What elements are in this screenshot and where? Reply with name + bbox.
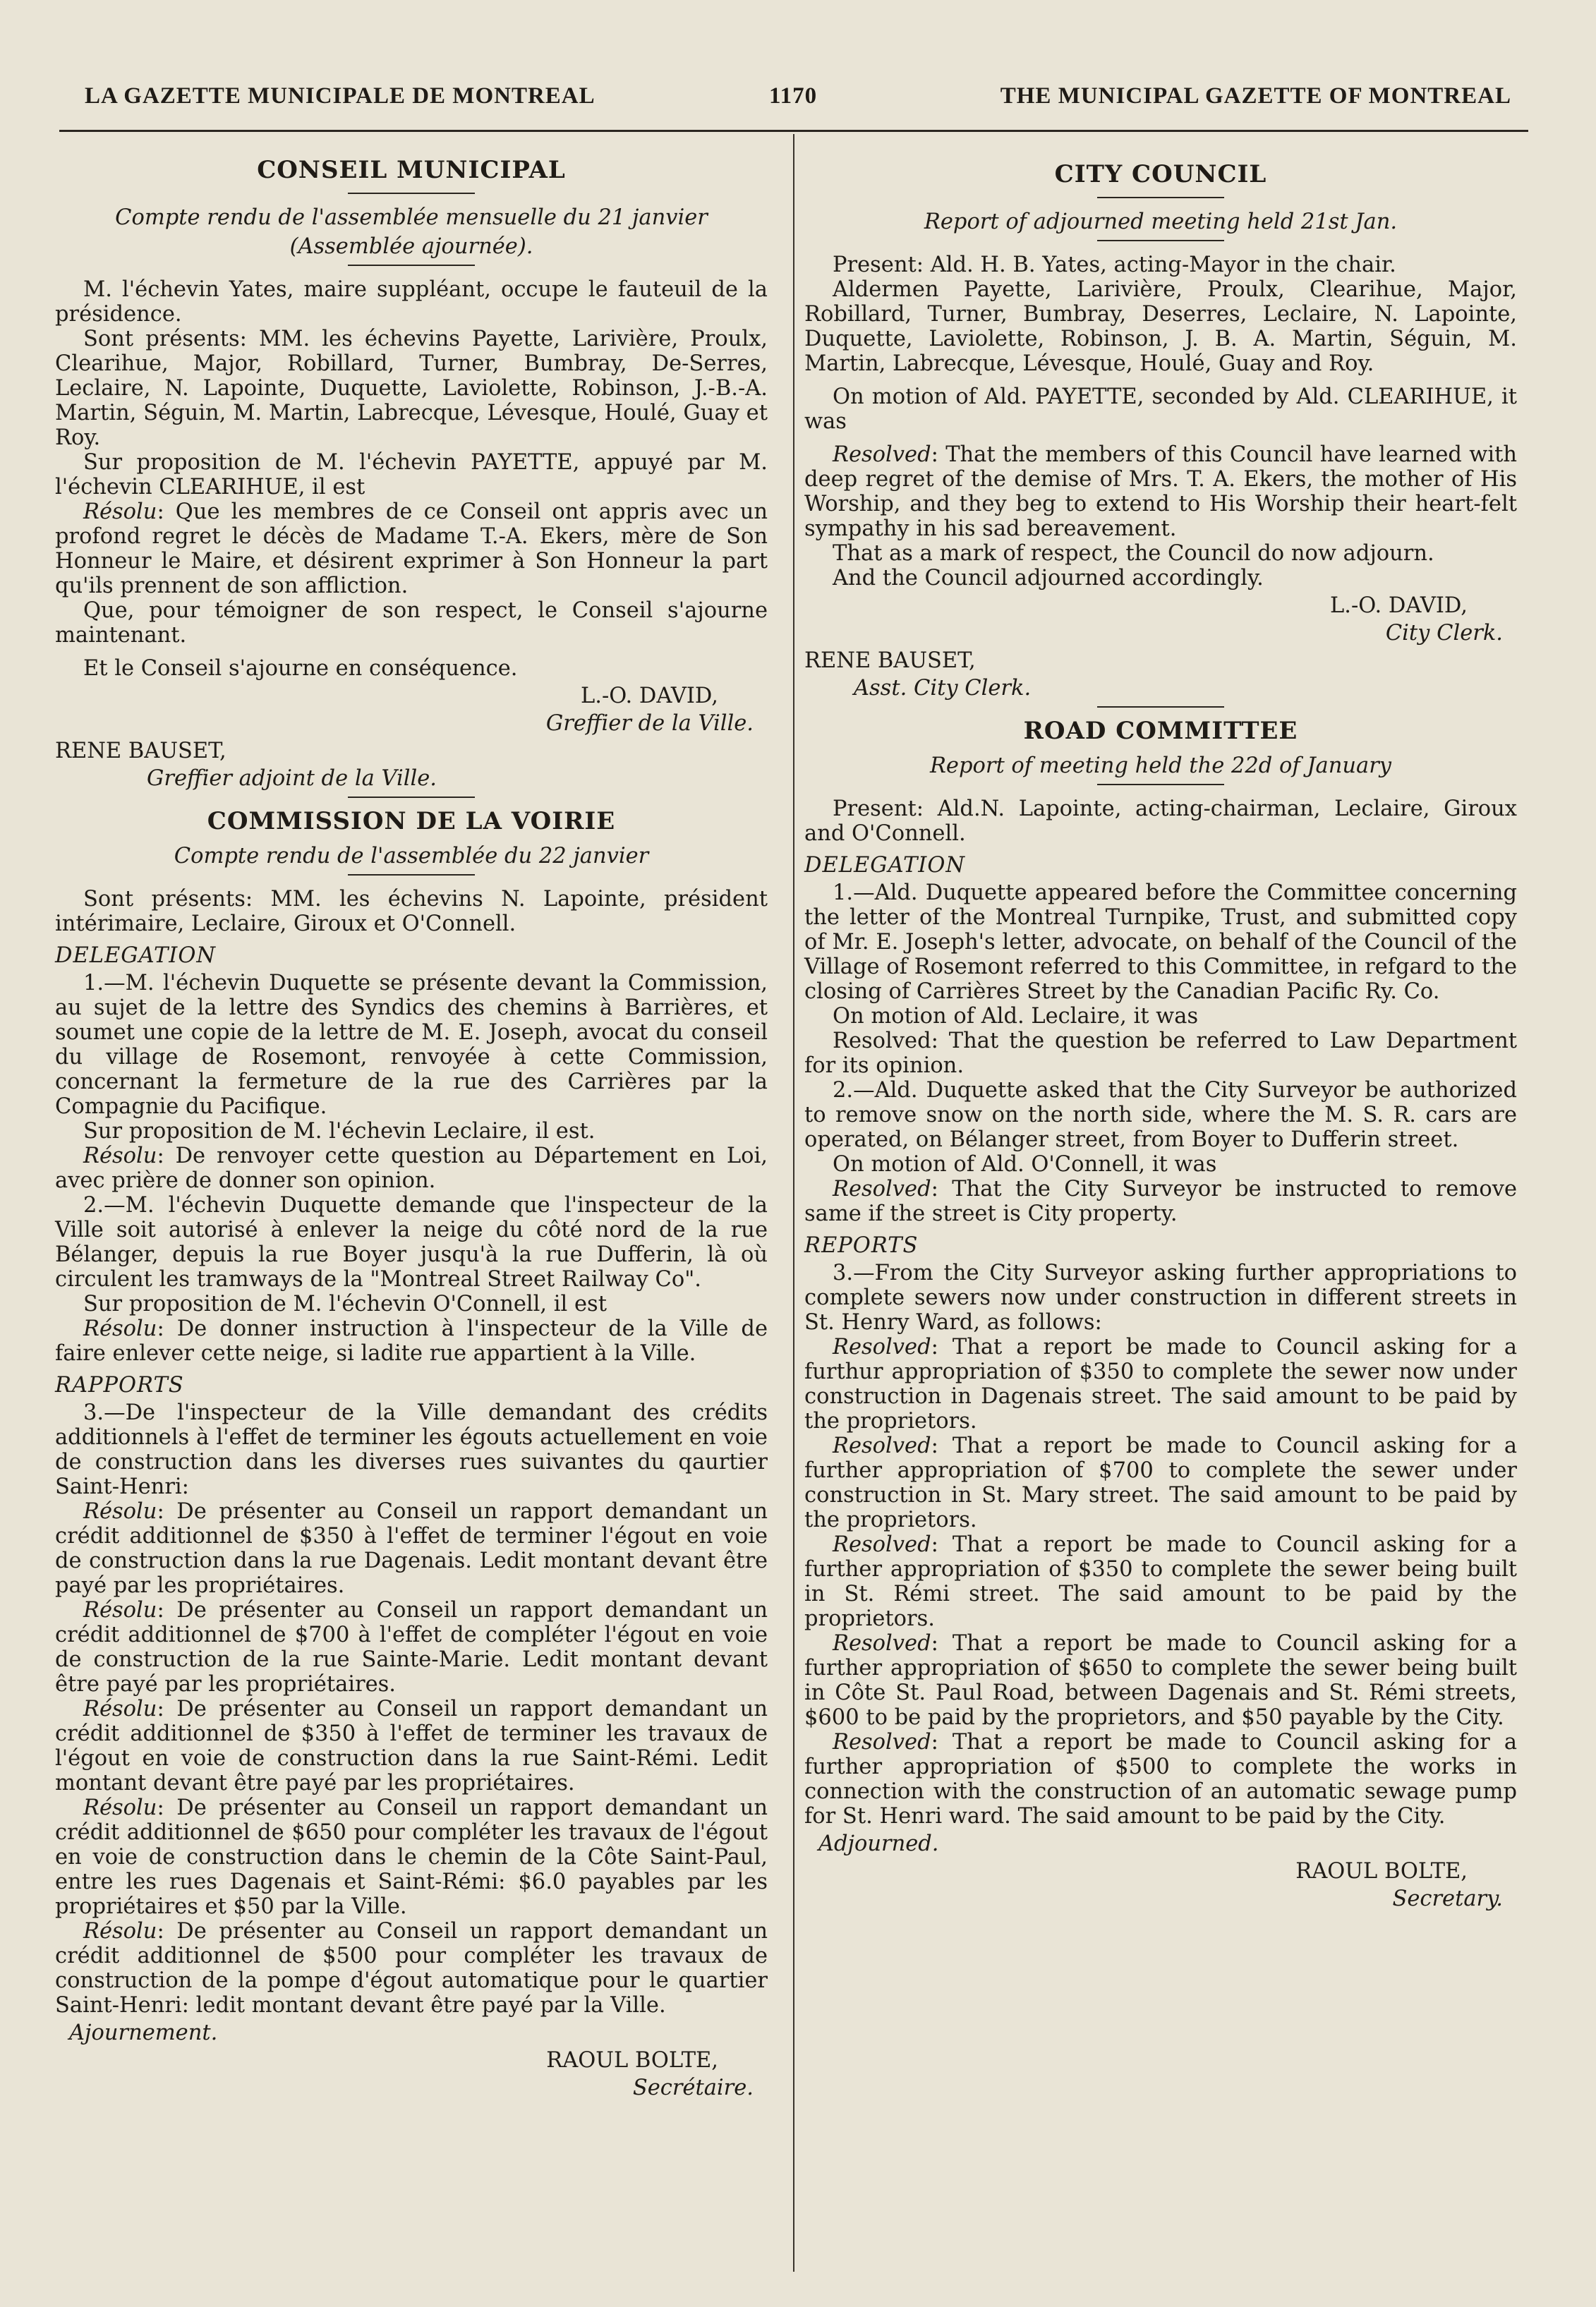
section-label: DELEGATION [804, 853, 966, 878]
rule [348, 265, 475, 266]
rule [348, 797, 475, 798]
paragraph: Résolu: De présenter au Conseil un rapport demandant un crédit additionnel de $350 à l'effet de terminer l'égout en voie de construction dans la rue Dagenais. Ledit montant devant être payé par les propriétaires. [55, 1499, 768, 1598]
section-label: REPORTS [804, 1233, 919, 1258]
paragraph: Résolu: De présenter au Conseil un rapport demandant un crédit additionnel de $500 pour compléter les travaux de construction de la pompe d'égout automatique pour le quartier Saint-Henri: ledit montant devant être payé par la Ville. [55, 1919, 768, 2018]
section-label: RAPPORTS [55, 1373, 184, 1398]
paragraph: Résolu: Que les membres de ce Conseil ont appris avec un profond regret le décès de Madame T.-A. Ekers, mère de Son Honneur le Maire, et désirent exprimer à Son Honneur la part qu'ils prennent de son affliction. [55, 499, 768, 598]
signature-title: Secretary. [1392, 1887, 1503, 1911]
paragraph: Sur proposition de M. l'échevin PAYETTE, appuyé par M. l'échevin CLEARIHUE, il est [55, 450, 768, 499]
rule [1097, 784, 1224, 785]
paragraph: 3.—De l'inspecteur de la Ville demandant des crédits additionnels à l'effet de terminer les égouts actuellement en voie de construction dans les diverses rues suivantes du qaurtier Saint-Henri: [55, 1400, 768, 1499]
adjournment: Ajournement. [69, 2021, 218, 2045]
paragraph: On motion of Ald. Leclaire, it was [833, 1004, 1199, 1029]
paragraph: Present: Ald. H. B. Yates, acting-Mayor in the chair. [833, 253, 1396, 277]
paragraph: Resolved: That a report be made to Council asking for a further appropriation of $650 to complete the sewer being built in Côte St. Paul Road, between Dagenais and St. Rémi streets, $600 to be paid by the proprietors, and $50 payable by the City. [804, 1631, 1517, 1730]
rule [1097, 706, 1224, 708]
paragraph: And the Council adjourned accordingly. [833, 566, 1264, 591]
paragraph: Resolved: That the members of this Council have learned with deep regret of the demise of Mrs. T. A. Ekers, the mother of His Worship, and they beg to extend to His Worship their heart-felt sympathy in his sad bereavement. [804, 442, 1517, 541]
column-divider [793, 134, 794, 2272]
paragraph: Résolu: De présenter au Conseil un rapport demandant un crédit additionnel de $650 pour compléter les travaux de l'égout en voie de construction dans le chemin de la Côte Saint-Paul, entre les rues Dagenais et Saint-Rémi: $6.0 payables par les propriétaires et $50 par la Ville. [55, 1796, 768, 1919]
signature-name: RENE BAUSET, [55, 739, 226, 763]
signature-title: Greffier adjoint de la Ville. [147, 766, 437, 791]
paragraph: Résolu: De présenter au Conseil un rapport demandant un crédit additionnel de $350 à l'effet de terminer les travaux de l'égout en voie de construction dans la rue Saint-Rémi. Ledit montant devant être payé par les propriétaires. [55, 1697, 768, 1796]
signature-title: Asst. City Clerk. [854, 676, 1032, 701]
signature-title: Greffier de la Ville. [545, 711, 754, 736]
paragraph: Sont présents: MM. les échevins N. Lapointe, président intérimaire, Leclaire, Giroux et O'Connell. [55, 887, 768, 936]
council-heading: CONSEIL MUNICIPAL [257, 156, 566, 184]
french-column [55, 148, 768, 2100]
paragraph: 1.—Ald. Duquette appeared before the Committee concerning the letter of the Montreal Turnpike, Trust, and submitted copy of Mr. E. Joseph's letter, advocate, on behalf of the Council of the Village of Rosemont referred to this Committee, in refgard to the closing of Carrières Street by the Canadian Pacific Ry. Co. [804, 880, 1517, 1004]
paragraph: Resolved: That the City Surveyor be instructed to remove same if the street is City property. [804, 1177, 1517, 1226]
paragraph: 3.—From the City Surveyor asking further appropriations to complete sewers now under construction in different streets in St. Henry Ward, as follows: [804, 1261, 1517, 1335]
paragraph: Résolu: De renvoyer cette question au Département en Loi, avec prière de donner son opinion. [55, 1144, 768, 1193]
road-heading: COMMISSION DE LA VOIRIE [207, 807, 616, 835]
rule [348, 874, 475, 876]
paragraph: Résolu: De donner instruction à l'inspecteur de la Ville de faire enlever cette neige, si ladite rue appartient à la Ville. [55, 1316, 768, 1366]
page-number: 1170 [769, 83, 818, 109]
header-title-french: LA GAZETTE MUNICIPALE DE MONTREAL [85, 83, 596, 109]
rule [348, 193, 475, 194]
paragraph: Sont présents: MM. les échevins Payette, Larivière, Proulx, Clearihue, Major, Robillard, Turner, Bumbray, De-Serres, Leclaire, N. Lapointe, Duquette, Laviolette, Robinson, J.-B.-A. Martin, Séguin, M. Martin, Labrecque, Lévesque, Houlé, Guay et Roy. [55, 327, 768, 450]
paragraph: Résolu: De présenter au Conseil un rapport demandant un crédit additionnel de $700 à l'effet de compléter l'égout en voie de construction de la rue Sainte-Marie. Ledit montant devant être payé par les propriétaires. [55, 1598, 768, 1697]
paragraph: Et le Conseil s'ajourne en conséquence. [83, 656, 518, 681]
paragraph: Aldermen Payette, Larivière, Proulx, Clearihue, Major, Robillard, Turner, Bumbray, Deserres, Leclaire, N. Lapointe, Duquette, Laviolette, Robinson, J. B. A. Martin, Séguin, M. Martin, Labrecque, Lévesque, Houlé, Guay and Roy. [804, 277, 1517, 376]
council-subheading: Compte rendu de l'assemblée mensuelle du 21 janvier [115, 205, 708, 230]
signature-name: RAOUL BOLTE, [546, 2048, 718, 2073]
paragraph: M. l'échevin Yates, maire suppléant, occupe le fauteuil de la présidence. [55, 277, 768, 327]
paragraph: 1.—M. l'échevin Duquette se présente devant la Commission, au sujet de la lettre des Syndics des chemins à Barrières, et soumet une copie de la lettre de M. E. Joseph, avocat du conseil du village de Rosemont, renvoyée à cette Commission, concernant la fermeture de la rue des Carrières par la Compagnie du Pacifique. [55, 971, 768, 1119]
road-heading: ROAD COMMITTEE [1023, 717, 1298, 745]
signature-name: RAOUL BOLTE, [1295, 1859, 1468, 1884]
paragraph: Resolved: That a report be made to Council asking for a further appropriation of $350 to complete the sewer being built in St. Rémi street. The said amount to be paid by the proprietors. [804, 1532, 1517, 1631]
paragraph: 2.—M. l'échevin Duquette demande que l'inspecteur de la Ville soit autorisé à enlever la neige du côté nord de la rue Bélanger, depuis la rue Boyer jusqu'à la rue Dufferin, là où circulent les tramways de la "Montreal Street Railway Co". [55, 1193, 768, 1292]
road-subheading: Report of meeting held the 22d of January [929, 753, 1392, 778]
section-label: DELEGATION [55, 943, 217, 968]
paragraph: Resolved: That the question be referred to Law Department for its opinion. [804, 1029, 1517, 1078]
paragraph: On motion of Ald. PAYETTE, seconded by Ald. CLEARIHUE, it was [804, 384, 1517, 434]
paragraph: That as a mark of respect, the Council do now adjourn. [833, 541, 1434, 566]
paragraph: Que, pour témoigner de son respect, le Conseil s'ajourne maintenant. [55, 598, 768, 648]
paragraph: Present: Ald.N. Lapointe, acting-chairman, Leclaire, Giroux and O'Connell. [804, 797, 1517, 846]
signature-title: Secrétaire. [632, 2076, 754, 2100]
paragraph: On motion of Ald. O'Connell, it was [833, 1152, 1217, 1177]
road-subheading: Compte rendu de l'assemblée du 22 janvier [174, 844, 649, 868]
signature-title: City Clerk. [1385, 621, 1503, 646]
paragraph: 2.—Ald. Duquette asked that the City Surveyor be authorized to remove snow on the north side, where the M. S. R. cars are operated, on Bélanger street, from Boyer to Dufferin street. [804, 1078, 1517, 1152]
header-rule [59, 130, 1528, 132]
signature-name: L.-O. DAVID, [1330, 593, 1468, 618]
header-title-english: THE MUNICIPAL GAZETTE OF MONTREAL [1000, 83, 1511, 109]
paragraph: Resolved: That a report be made to Council asking for a further appropriation of $500 to complete the works in connection with the construction of an automatic sewage pump for St. Henri ward. The said amount to be paid by the City. [804, 1730, 1517, 1829]
council-heading: CITY COUNCIL [1054, 160, 1267, 188]
paragraph: Resolved: That a report be made to Council asking for a furthur appropriation of $350 to complete the sewer now under construction in Dagenais street. The said amount to be paid by the proprietors. [804, 1335, 1517, 1434]
signature-name: L.-O. DAVID, [581, 684, 718, 708]
paragraph: Resolved: That a report be made to Council asking for a further appropriation of $700 to complete the sewer under construction in St. Mary street. The said amount to be paid by the proprietors. [804, 1434, 1517, 1532]
paragraph: Sur proposition de M. l'échevin Leclaire, il est. [83, 1119, 596, 1144]
council-subheading: Report of adjourned meeting held 21st Jan. [924, 210, 1398, 234]
adjournment: Adjourned. [818, 1831, 939, 1856]
signature-name: RENE BAUSET, [804, 648, 976, 673]
paragraph: Sur proposition de M. l'échevin O'Connell, il est [83, 1292, 607, 1316]
rule [1097, 240, 1224, 241]
rule [1097, 197, 1224, 198]
council-subheading-2: (Assemblée ajournée). [289, 234, 533, 259]
english-column [804, 148, 1517, 1911]
